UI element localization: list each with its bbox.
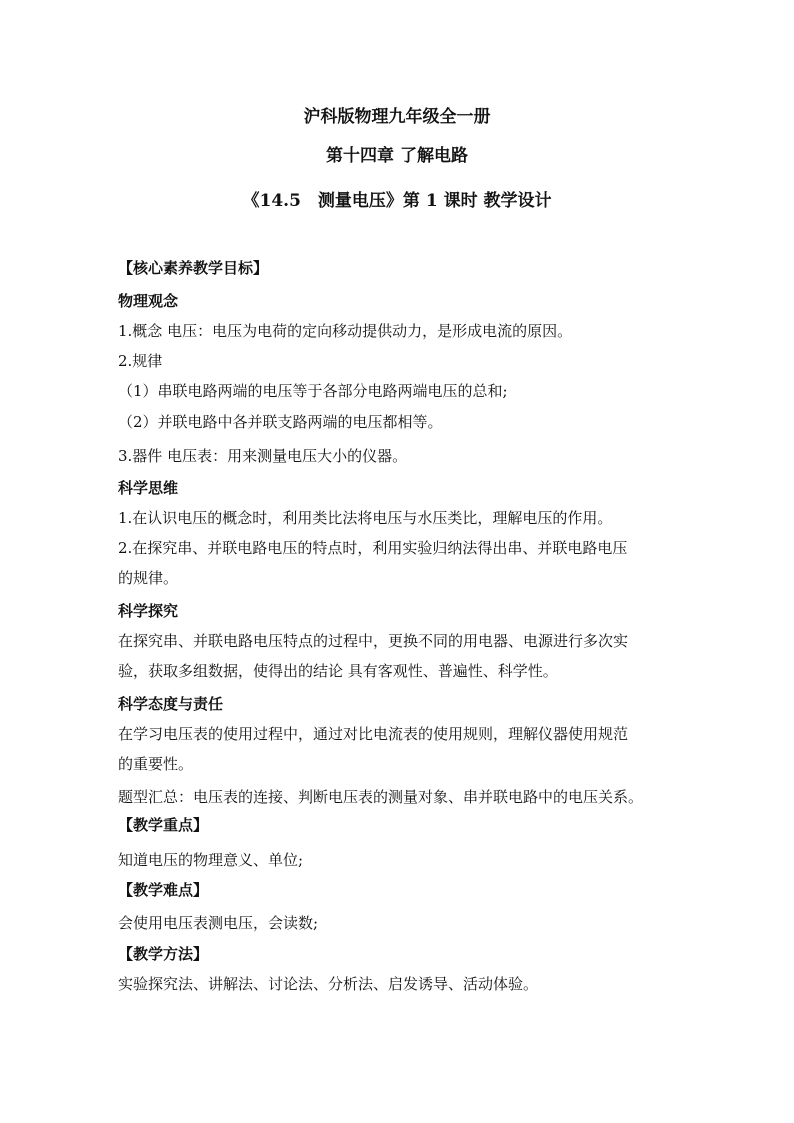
text-key-points: 知道电压的物理意义、单位; xyxy=(118,851,304,869)
heading-key-points: 【教学重点】 xyxy=(118,816,209,834)
text-line-question-types: 题型汇总：电压表的连接、判断电压表的测量对象、串并联电路中的电压关系。 xyxy=(118,788,644,806)
heading-core-goals: 【核心素养教学目标】 xyxy=(118,259,269,277)
heading-scientific-attitude: 科学态度与责任 xyxy=(118,695,224,713)
text-line: 在学习电压表的使用过程中，通过对比电流表的使用规则，理解仪器使用规范 xyxy=(118,725,629,743)
text-line: 的规律。 xyxy=(118,569,179,587)
heading-scientific-thinking: 科学思维 xyxy=(118,479,179,497)
heading-methods: 【教学方法】 xyxy=(118,945,209,963)
text-difficulties: 会使用电压表测电压，会读数; xyxy=(118,914,319,932)
text-line: （2）并联电路中各并联支路两端的电压都相等。 xyxy=(118,413,443,431)
heading-scientific-inquiry: 科学探究 xyxy=(118,602,179,620)
document-title-chapter: 第十四章 了解电路 xyxy=(326,146,468,166)
text-line: 2.规律 xyxy=(118,352,163,370)
text-line: 验，获取多组数据，使得出的结论 具有客观性、普遍性、科学性。 xyxy=(118,662,558,680)
text-methods: 实验探究法、讲解法、讨论法、分析法、启发诱导、活动体验。 xyxy=(118,975,539,993)
text-line: （1）串联电路两端的电压等于各部分电路两端电压的总和; xyxy=(118,382,508,400)
text-line: 3.器件 电压表：用来测量电压大小的仪器。 xyxy=(118,447,408,465)
text-line: 1.在认识电压的概念时，利用类比法将电压与水压类比，理解电压的作用。 xyxy=(118,509,613,527)
heading-difficulties: 【教学难点】 xyxy=(118,881,209,899)
text-line: 1.概念 电压：电压为电荷的定向移动提供动力，是形成电流的原因。 xyxy=(118,322,573,340)
text-line: 的重要性。 xyxy=(118,755,194,773)
heading-physics-concept: 物理观念 xyxy=(118,292,179,310)
text-line: 2.在探究串、并联电路电压的特点时，利用实验归纳法得出串、并联电路电压 xyxy=(118,539,628,557)
document-title-lesson: 《14.5 测量电压》第 1 课时 教学设计 xyxy=(242,191,552,211)
text-line: 在探究串、并联电路电压特点的过程中，更换不同的用电器、电源进行多次实 xyxy=(118,632,629,650)
document-title-publisher: 沪科版物理九年级全一册 xyxy=(303,107,491,127)
